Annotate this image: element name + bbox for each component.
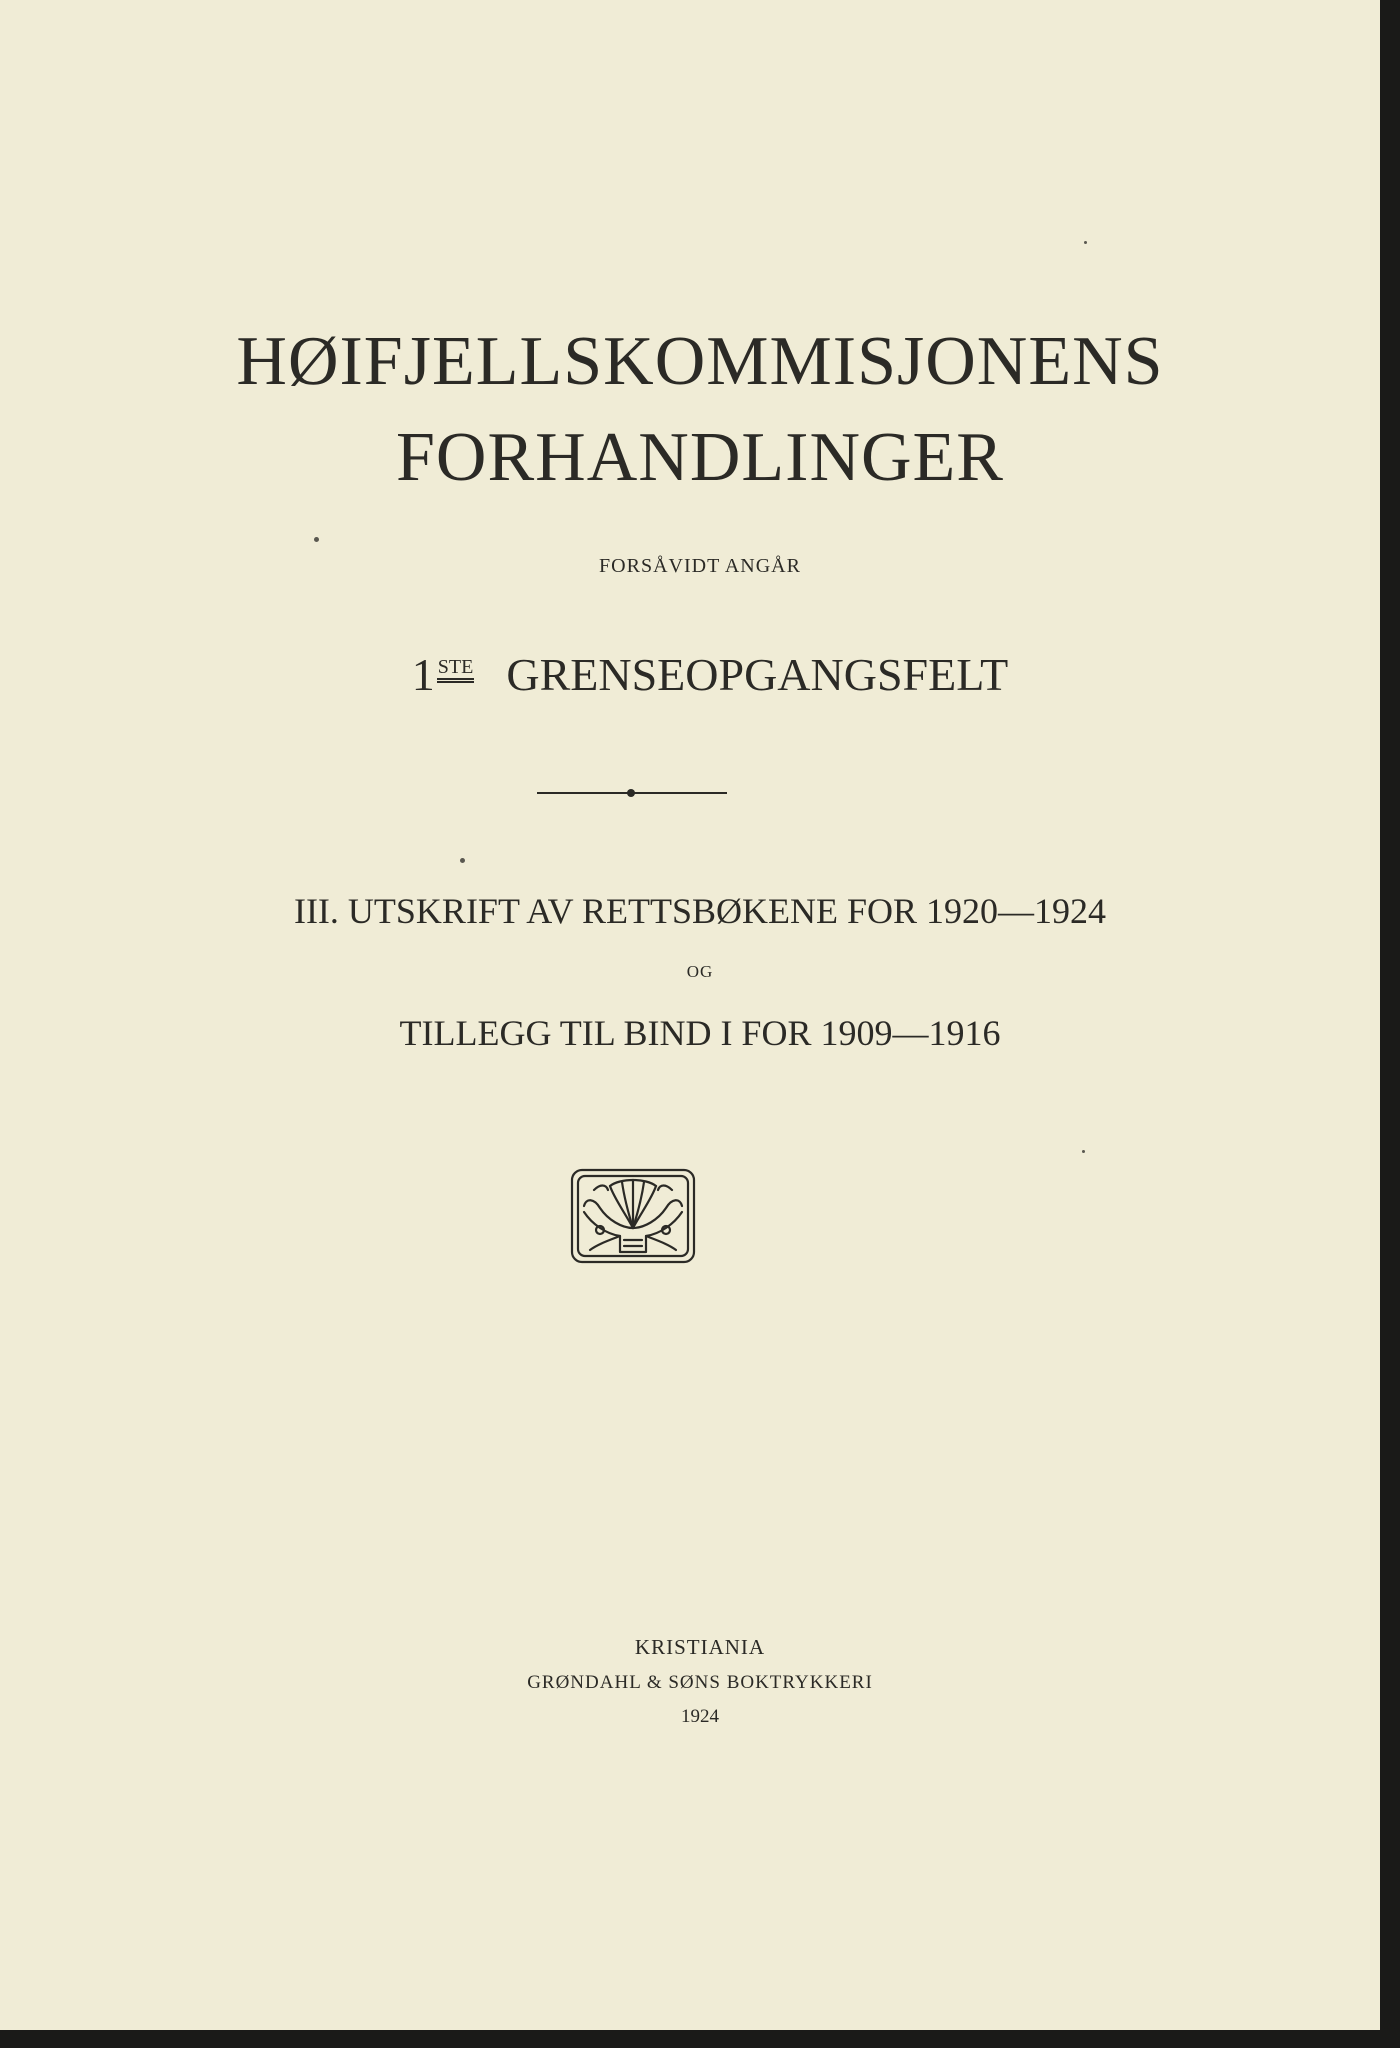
heading-number: 1 xyxy=(411,649,435,700)
section-heading xyxy=(0,648,1400,701)
volume-line-2: TILLEGG TIL BIND I FOR 1909—1916 xyxy=(399,1013,1001,1053)
title-line-2: FORHANDLINGER xyxy=(396,419,1004,496)
paper-speck xyxy=(460,858,465,863)
scope-label: FORSÅVIDT ANGÅR xyxy=(599,555,801,577)
paper-speck xyxy=(1084,241,1087,244)
paper-speck xyxy=(1082,1150,1085,1153)
floral-printer-ornament-icon xyxy=(570,1168,696,1264)
heading-text: GRENSEOPGANGSFELT xyxy=(506,649,1009,700)
divider-dot xyxy=(627,789,635,797)
imprint-city: KRISTIANIA xyxy=(634,1635,766,1659)
title-line-1: HØIFJELLSKOMMISJONENS xyxy=(236,323,1164,400)
imprint-printer: GRØNDAHL & SØNS BOKTRYKKERI xyxy=(527,1672,873,1693)
paper-speck xyxy=(314,537,319,542)
imprint-year: 1924 xyxy=(681,1706,719,1727)
volume-line-1: III. UTSKRIFT AV RETTSBØKENE FOR 1920—1924 xyxy=(293,891,1107,931)
volume-connector: OG xyxy=(686,962,714,981)
heading-ordinal: STE xyxy=(437,656,475,683)
